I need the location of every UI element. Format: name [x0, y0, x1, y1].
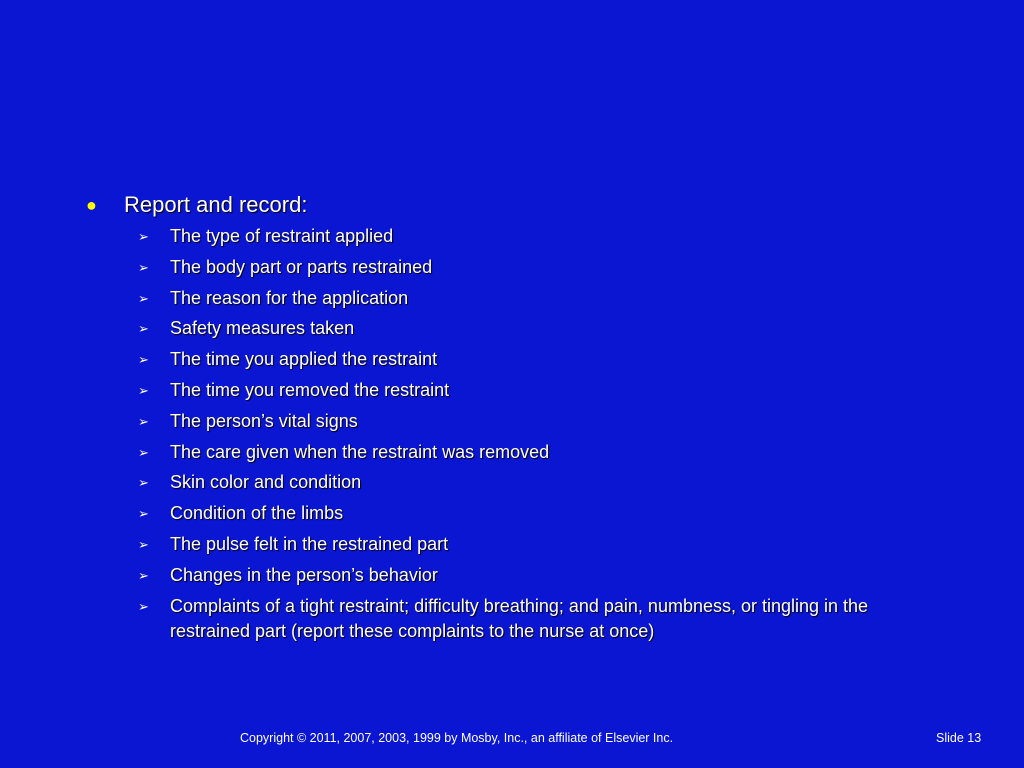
- arrow-bullet-icon: ➢: [138, 382, 149, 398]
- copyright-notice: Copyright © 2011, 2007, 2003, 1999 by Mosby, Inc., an affiliate of Elsevier Inc.: [240, 731, 674, 745]
- list-item-text: The time you removed the restraint: [170, 379, 450, 400]
- list-item: [138, 224, 966, 249]
- list-item-text: The care given when the restraint was removed: [170, 441, 550, 462]
- slide-content: [86, 190, 966, 649]
- list-item: [138, 563, 966, 588]
- list-item: [138, 532, 966, 557]
- arrow-bullet-icon: ➢: [138, 290, 149, 306]
- arrow-bullet-icon: ➢: [138, 321, 149, 337]
- list-item: [138, 316, 966, 341]
- list-item-text: The reason for the application: [170, 287, 409, 308]
- list-item-text: The type of restraint applied: [170, 226, 394, 246]
- list-item-text: The person’s vital signs: [170, 410, 358, 431]
- arrow-bullet-icon: ➢: [138, 444, 149, 460]
- list-item: [138, 440, 966, 465]
- list-item: [138, 594, 966, 644]
- arrow-bullet-icon: ➢: [138, 352, 149, 368]
- list-item: [138, 255, 966, 280]
- list-item: [138, 378, 966, 403]
- list-item: [138, 347, 966, 372]
- list-item-text: Complaints of a tight restraint; difficulty breathing; and pain, numbness, or tingling in the restrained part (report these complaints to the nurse at once): [170, 595, 869, 641]
- list-item-text: The time you applied the restraint: [170, 349, 438, 370]
- arrow-bullet-icon: ➢: [138, 259, 149, 275]
- list-item-text: Changes in the person’s behavior: [170, 564, 438, 585]
- main-bullet-text: Report and record:: [124, 192, 308, 217]
- sub-bullet-list: [86, 224, 966, 644]
- list-item-text: Skin color and condition: [170, 472, 362, 493]
- slide-number: Slide 13: [936, 731, 982, 745]
- list-item-text: The pulse felt in the restrained part: [170, 533, 449, 554]
- arrow-bullet-icon: ➢: [138, 536, 149, 552]
- arrow-bullet-icon: ➢: [138, 567, 149, 583]
- list-item-text: Condition of the limbs: [170, 503, 344, 524]
- list-item: [138, 409, 966, 434]
- slide-footer: [0, 731, 1024, 751]
- list-item: [138, 286, 966, 311]
- arrow-bullet-icon: ➢: [138, 506, 149, 522]
- list-item: [138, 470, 966, 495]
- list-item-text: Safety measures taken: [170, 318, 355, 339]
- arrow-bullet-icon: ➢: [138, 413, 149, 429]
- main-bullet-item: [86, 190, 966, 221]
- bullet-icon: ●: [86, 195, 97, 215]
- arrow-bullet-icon: ➢: [138, 229, 149, 244]
- arrow-bullet-icon: ➢: [138, 475, 149, 491]
- arrow-bullet-icon: ➢: [138, 598, 149, 614]
- list-item-text: The body part or parts restrained: [170, 256, 433, 277]
- list-item: [138, 501, 966, 526]
